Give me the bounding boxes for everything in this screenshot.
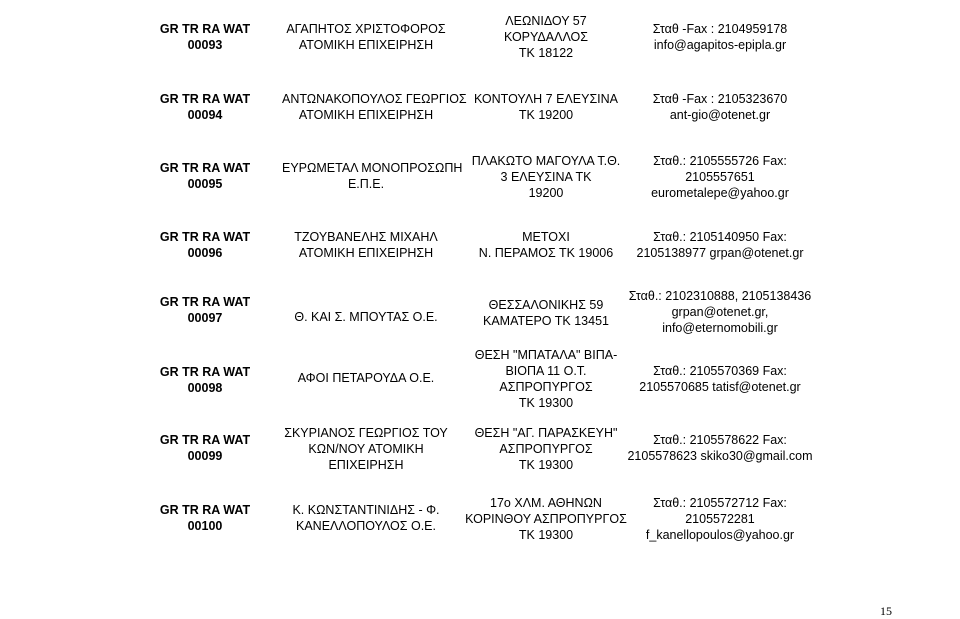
company-code: GR TR RA WAT 00097 bbox=[159, 295, 251, 325]
company-name: ΕΥΡΩΜΕΤΑΛ ΜΟΝΟΠΡΟΣΩΠΗ Ε.Π.Ε. bbox=[282, 161, 463, 191]
company-address: ΛΕΩΝΙΔΟΥ 57 ΚΟΡΥΔΑΛΛΟΣ ΤΚ 18122 bbox=[504, 14, 588, 60]
company-name: ΤΖΟΥΒΑΝΕΛΗΣ ΜΙΧΑΗΛ ΑΤΟΜΙΚΗ ΕΠΙΧΕΙΡΗΣΗ bbox=[294, 230, 438, 260]
company-name: ΑΝΤΩΝΑΚΟΠΟΥΛΟΣ ΓΕΩΡΓΙΟΣ ΑΤΟΜΙΚΗ ΕΠΙΧΕΙΡΗΣΗ bbox=[282, 92, 467, 122]
company-address: ΘΕΣΗ "ΑΓ. ΠΑΡΑΣΚΕΥΗ" ΑΣΠΡΟΠΥΡΓΟΣ ΤΚ 19300 bbox=[474, 426, 618, 472]
company-code: GR TR RA WAT 00100 bbox=[159, 503, 251, 533]
company-code: GR TR RA WAT 00093 bbox=[159, 22, 251, 52]
company-contact: Σταθ -Fax : 2105323670 ant-gio@otenet.gr bbox=[652, 92, 788, 122]
company-address: ΘΕΣΣΑΛΟΝΙΚΗΣ 59 ΚΑΜΑΤΕΡΟ ΤΚ 13451 bbox=[483, 298, 609, 328]
company-name: Θ. ΚΑΙ Σ. ΜΠΟΥΤΑΣ Ο.Ε. bbox=[294, 310, 438, 324]
company-contact: Σταθ.: 2105572712 Fax: 2105572281 f_kanellopoulos@yahoo.gr bbox=[645, 496, 795, 542]
company-name: ΑΓΑΠΗΤΟΣ ΧΡΙΣΤΟΦΟΡΟΣ ΑΤΟΜΙΚΗ ΕΠΙΧΕΙΡΗΣΗ bbox=[286, 22, 446, 52]
company-contact: Σταθ.: 2102310888, 2105138436 grpan@otenet.gr, info@eternomobili.gr bbox=[628, 289, 812, 335]
company-contact: Σταθ.: 2105555726 Fax: 2105557651 eurometalepe@yahoo.gr bbox=[651, 154, 789, 200]
company-address: ΜΕΤΟΧΙ Ν. ΠΕΡΑΜΟΣ ΤΚ 19006 bbox=[478, 230, 614, 260]
company-name: ΣΚΥΡΙΑΝΟΣ ΓΕΩΡΓΙΟΣ ΤΟΥ ΚΩΝ/ΝΟΥ ΑΤΟΜΙΚΗ ΕΠΙΧΕΙΡΗΣΗ bbox=[284, 426, 448, 472]
company-name: ΑΦΟΙ ΠΕΤΑΡΟΥΔΑ Ο.Ε. bbox=[297, 371, 435, 385]
company-contact: Σταθ.: 2105570369 Fax: 2105570685 tatisf@otenet.gr bbox=[639, 364, 801, 394]
company-code: GR TR RA WAT 00096 bbox=[159, 230, 251, 260]
company-contact: Σταθ.: 2105140950 Fax: 2105138977 grpan@otenet.gr bbox=[636, 230, 804, 260]
company-address: ΚΟΝΤΟΥΛΗ 7 ΕΛΕΥΣΙΝΑ ΤΚ 19200 bbox=[473, 92, 619, 122]
company-code: GR TR RA WAT 00095 bbox=[159, 161, 251, 191]
company-address: 17ο ΧΛΜ. ΑΘΗΝΩΝ ΚΟΡΙΝΘΟΥ ΑΣΠΡΟΠΥΡΓΟΣ ΤΚ 19300 bbox=[465, 496, 627, 542]
company-code: GR TR RA WAT 00098 bbox=[159, 365, 251, 395]
company-contact: Σταθ -Fax : 2104959178 info@agapitos-epipla.gr bbox=[652, 22, 788, 52]
company-code: GR TR RA WAT 00094 bbox=[159, 92, 251, 122]
company-address: ΠΛΑΚΩΤΟ ΜΑΓΟΥΛΑ Τ.Θ. 3 ΕΛΕΥΣΙΝΑ ΤΚ 19200 bbox=[471, 154, 621, 200]
company-name: Κ. ΚΩΝΣΤΑΝΤΙΝΙΔΗΣ - Φ. ΚΑΝΕΛΛΟΠΟΥΛΟΣ Ο.Ε. bbox=[292, 503, 440, 533]
company-contact: Σταθ.: 2105578622 Fax: 2105578623 skiko30@gmail.com bbox=[627, 433, 813, 463]
company-address: ΘΕΣΗ "ΜΠΑΤΑΛΑ" ΒΙΠΑ- ΒΙΟΠΑ 11 Ο.Τ. ΑΣΠΡΟΠΥΡΓΟΣ ΤΚ 19300 bbox=[474, 348, 618, 410]
page-number: 15 bbox=[880, 604, 892, 618]
company-code: GR TR RA WAT 00099 bbox=[159, 433, 251, 463]
